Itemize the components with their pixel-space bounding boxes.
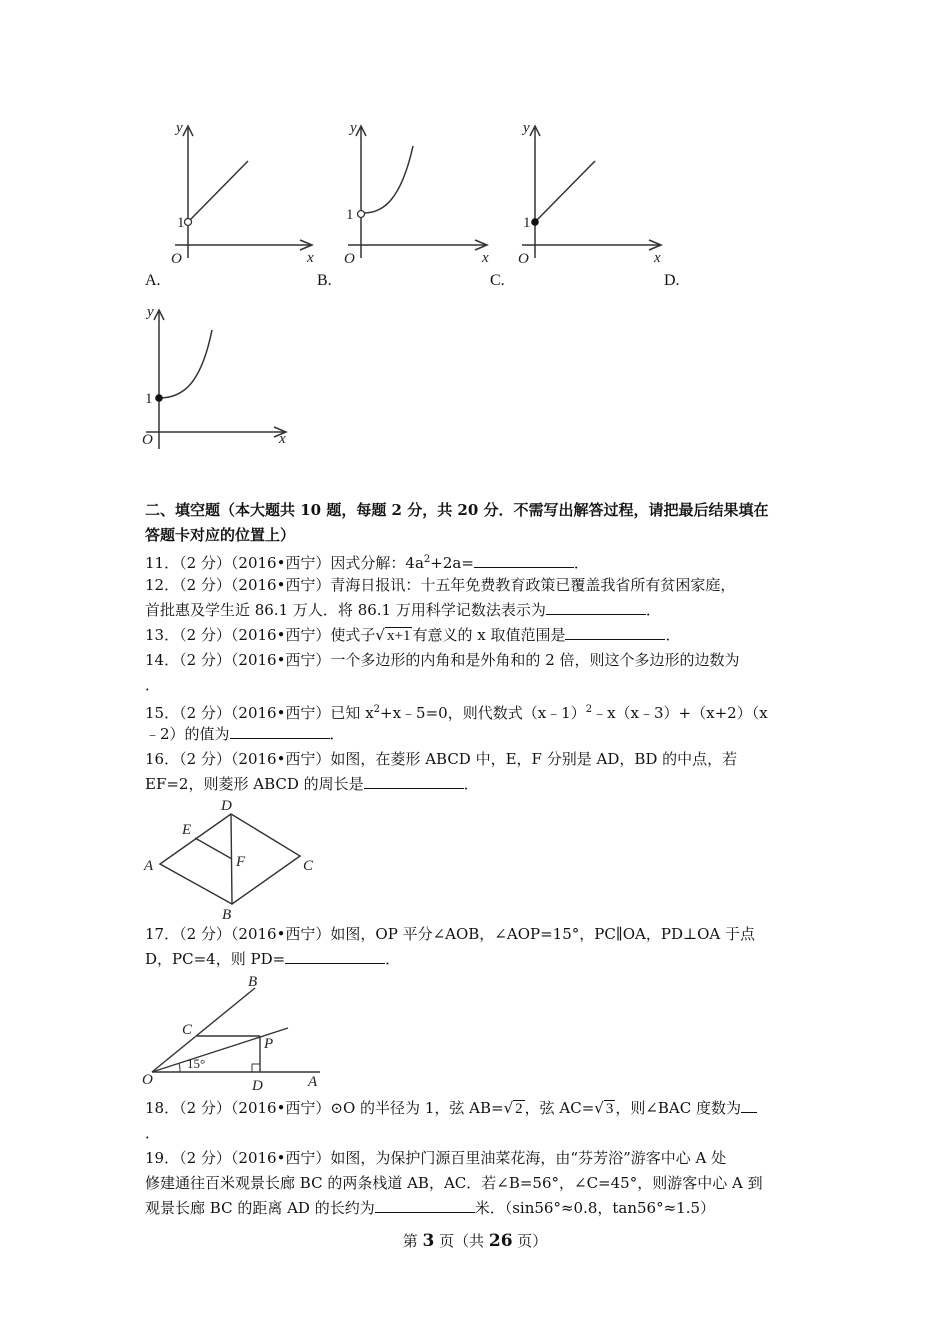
q13-text-b: 有意义的 x 取值范围是 <box>412 626 566 644</box>
graph-b-svg <box>333 118 503 278</box>
label-p: P <box>264 1036 274 1052</box>
footer-page-number: 3 <box>422 1231 435 1251</box>
angle-arc <box>179 1063 180 1072</box>
function-curve <box>159 330 212 398</box>
q18-text-a: 18．（2 分）（2016•西宁）⊙O 的半径为 1，弦 AB= <box>145 1099 504 1117</box>
q17-answer-blank[interactable] <box>285 949 385 964</box>
y-label: y <box>176 120 183 136</box>
q19-text-b: 米．（sin56°≈0.8，tan56°≈1.5） <box>474 1199 716 1217</box>
label-d: D <box>221 798 232 814</box>
question-19-line2: 修建通往百米观景长廊 BC 的两条栈道 AB，AC．若∠B=56°，∠C=45°，则游客中心 A 到 <box>145 1174 763 1192</box>
question-17-line1: 17．（2 分）（2016•西宁）如图，OP 平分∠AOB，∠AOP=15°，PC∥OA，PD⊥OA 于点 <box>145 925 755 943</box>
q15-sup1: 2 <box>373 704 381 715</box>
q18-radicand-2: 3 <box>605 1101 614 1117</box>
graph-c-svg <box>507 118 677 278</box>
q15-answer-blank[interactable] <box>230 724 330 739</box>
question-13 <box>145 623 680 648</box>
q13-answer-blank[interactable] <box>565 625 665 640</box>
q13-text-a: 13．（2 分）（2016•西宁）使式子 <box>145 626 376 644</box>
label-c: C <box>182 1022 193 1038</box>
question-15-line1 <box>145 698 768 725</box>
question-14-line1: 14．（2 分）（2016•西宁）一个多边形的内角和是外角和的 2 倍，则这个多边形的边数为 <box>145 651 740 669</box>
q19-answer-blank[interactable] <box>375 1198 475 1213</box>
angle-label: 15° <box>187 1056 206 1071</box>
sqrt-icon: √ <box>594 1099 604 1117</box>
q11-end: ． <box>573 554 589 572</box>
label-o: O <box>142 1072 153 1088</box>
open-point <box>358 211 365 218</box>
label-a: A <box>144 858 154 874</box>
intercept-label: 1 <box>177 215 185 231</box>
option-c-label: C. <box>490 272 505 289</box>
label-a: A <box>308 1074 318 1090</box>
q16-answer-blank[interactable] <box>364 774 464 789</box>
graph-a-svg <box>160 118 330 278</box>
intercept-label: 1 <box>346 207 354 223</box>
q12-end: ． <box>645 601 661 619</box>
angle-svg <box>140 970 330 1095</box>
q15-text-c: ﹣x（x﹣3）+（x+2）（x <box>592 704 768 722</box>
function-line <box>190 161 248 220</box>
option-d-label: D. <box>664 272 680 289</box>
q16-text: EF=2，则菱形 ABCD 的周长是 <box>145 775 364 793</box>
graph-option-b <box>333 118 503 278</box>
graph-d-svg <box>131 304 301 464</box>
footer-total-pages: 26 <box>488 1231 513 1251</box>
q17-text: D，PC=4，则 PD= <box>145 950 286 968</box>
question-17-line2 <box>145 947 400 971</box>
y-label: y <box>523 120 530 136</box>
label-d: D <box>252 1078 263 1094</box>
question-15-line2 <box>145 722 345 746</box>
right-angle-mark <box>252 1064 260 1072</box>
rhombus-figure <box>140 796 320 921</box>
q11-text-b: +2a= <box>430 554 474 572</box>
q15-text-d: ﹣2）的值为 <box>145 725 230 743</box>
label-e: E <box>182 822 192 838</box>
footer-post: 页） <box>512 1232 548 1250</box>
q16-end: ． <box>463 775 479 793</box>
question-12-line2 <box>145 598 661 622</box>
origin-label: O <box>142 432 153 448</box>
q13-end: ． <box>665 626 681 644</box>
intercept-label: 1 <box>145 391 153 407</box>
q13-radical <box>375 623 412 648</box>
y-label: y <box>147 304 154 320</box>
label-c: C <box>303 858 314 874</box>
question-18-line2: ． <box>145 1124 161 1142</box>
footer-mid: 页（共 <box>434 1232 489 1250</box>
q12-text: 首批惠及学生近 86.1 万人．将 86.1 万用科学记数法表示为 <box>145 601 546 619</box>
sqrt-icon: √ <box>375 626 385 644</box>
q19-text-a: 观景长廊 BC 的距离 AD 的长约为 <box>145 1199 375 1217</box>
question-18-line1 <box>145 1096 757 1121</box>
sqrt-icon: √ <box>503 1099 514 1117</box>
q11-sup: 2 <box>423 554 431 565</box>
x-label: x <box>307 250 314 266</box>
x-label: x <box>654 250 661 266</box>
question-16-line1: 16．（2 分）（2016•西宁）如图，在菱形 ABCD 中，E，F 分别是 AD，BD 的中点，若 <box>145 750 738 768</box>
q18-radical-1 <box>504 1096 525 1121</box>
label-b: B <box>248 974 258 990</box>
question-14-line2: ． <box>145 676 161 694</box>
q17-end: ． <box>385 950 401 968</box>
q15-end: ． <box>329 725 345 743</box>
question-11 <box>145 548 589 575</box>
q15-text-a: 15．（2 分）（2016•西宁）已知 x <box>145 704 374 722</box>
q15-sup2: 2 <box>585 704 593 715</box>
q18-radical-2 <box>594 1096 615 1121</box>
q18-answer-blank[interactable] <box>741 1098 757 1113</box>
closed-point <box>531 218 539 226</box>
q18-radicand-1: 2 <box>515 1101 523 1117</box>
footer-pre: 第 <box>402 1232 423 1250</box>
option-a-label: A. <box>145 272 161 289</box>
q11-text-a: 11．（2 分）（2016•西宁）因式分解：4a <box>145 554 424 572</box>
function-curve <box>364 146 413 213</box>
option-b-label: B. <box>317 272 332 289</box>
graph-option-a <box>160 118 330 278</box>
function-line <box>535 161 595 222</box>
question-19-line3 <box>145 1196 715 1220</box>
graph-option-c <box>507 118 677 278</box>
rhombus-outline <box>160 814 300 904</box>
page-footer <box>0 1230 950 1251</box>
x-label: x <box>279 431 286 447</box>
angle-figure <box>140 970 330 1095</box>
label-b: B <box>222 907 232 923</box>
closed-point <box>155 394 163 402</box>
section-heading-line1: 二、填空题（本大题共 10 题，每题 2 分，共 20 分．不需写出解答过程，请把最后结果填在 <box>145 501 769 519</box>
y-label: y <box>350 120 357 136</box>
rhombus-svg <box>140 796 320 921</box>
graph-option-d <box>131 304 301 464</box>
origin-label: O <box>344 251 355 267</box>
open-point <box>185 219 192 226</box>
intercept-label: 1 <box>523 215 531 231</box>
q13-radicand: x+1 <box>386 628 411 644</box>
x-label: x <box>482 250 489 266</box>
segment-ef <box>195 838 232 859</box>
label-f: F <box>236 854 246 870</box>
q11-answer-blank[interactable] <box>474 553 574 568</box>
origin-label: O <box>171 251 182 267</box>
q15-text-b: +x﹣5=0，则代数式（x﹣1） <box>380 704 586 722</box>
question-19-line1: 19．（2 分）（2016•西宁）如图，为保护门源百里油菜花海，由“芬芳浴”游客中心 A 处 <box>145 1149 727 1167</box>
origin-label: O <box>518 251 529 267</box>
question-16-line2 <box>145 772 479 796</box>
section-heading-line2: 答题卡对应的位置上） <box>145 526 296 544</box>
q18-text-b: ，弦 AC= <box>524 1099 595 1117</box>
q12-answer-blank[interactable] <box>546 600 646 615</box>
question-12-line1: 12．（2 分）（2016•西宁）青海日报讯：十五年免费教育政策已覆盖我省所有贫困家庭， <box>145 576 736 594</box>
q18-text-c: ，则∠BAC 度数为 <box>615 1099 742 1117</box>
